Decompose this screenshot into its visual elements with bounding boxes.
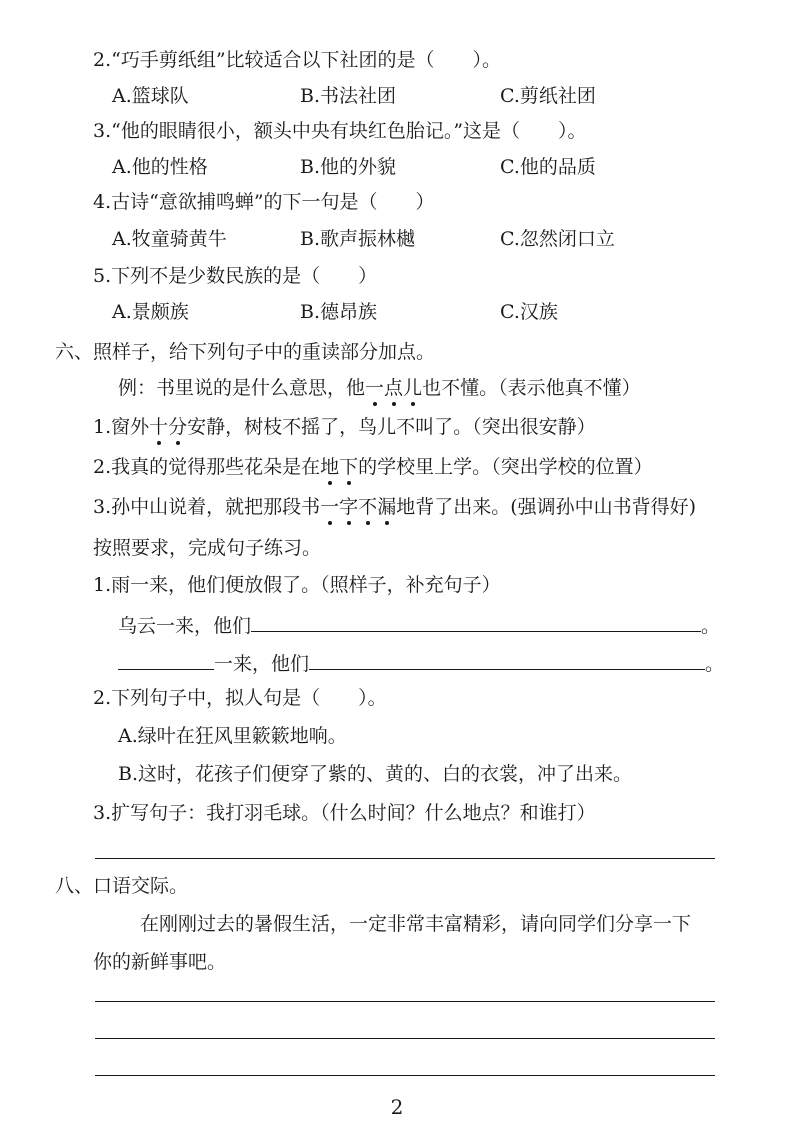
s7-q1-line-1-text: 乌云一来，他们 <box>118 615 252 637</box>
s7-q2-option-a: A.绿叶在狂风里簌簌地响。 <box>118 725 347 747</box>
s7-q2-option-b: B.这时，花孩子们便穿了紫的、黄的、白的衣裳，冲了出来。 <box>118 763 633 785</box>
emphasis-dot-char: 地 <box>320 456 340 478</box>
q2-option-a: A.篮球队 <box>112 85 189 107</box>
q3-option-c: C.他的品质 <box>500 156 596 178</box>
s6-item-1-pre: 1.窗外 <box>93 416 150 438</box>
section-8-title: 八、口语交际。 <box>55 875 189 897</box>
s8-answer-line-1[interactable] <box>95 1001 715 1002</box>
q4-stem: 4.古诗“意欲捕鸣蝉”的下一句是（ ） <box>93 191 435 213</box>
s6-example-dotted <box>365 377 422 399</box>
emphasis-dot-char: 下 <box>339 456 359 478</box>
q3-stem: 3.“他的眼睛很小，额头中央有块红色胎记。”这是（ ）。 <box>93 120 587 142</box>
s7-q2-stem: 2.下列句子中，拟人句是（ ）。 <box>93 687 387 709</box>
s7-q1-blank-2a[interactable] <box>118 649 214 670</box>
q5-option-a: A.景颇族 <box>112 301 189 323</box>
q5-option-b: B.德昂族 <box>300 301 378 323</box>
emphasis-dot-char: 漏 <box>377 496 397 518</box>
s6-example-post: 也不懂。（表示他真不懂） <box>422 377 641 399</box>
s6-item-2-post: 的学校里上学。（突出学校的位置） <box>358 456 653 478</box>
q2-stem: 2.“巧手剪纸组”比较适合以下社团的是（ ）。 <box>93 49 502 71</box>
s8-answer-line-2[interactable] <box>95 1038 715 1039</box>
s7-q3-stem: 3.扩写句子：我打羽毛球。（什么时间？什么地点？和谁打） <box>93 802 596 824</box>
s7-q1-line-2-text: 一来，他们 <box>214 653 310 675</box>
s8-answer-line-3[interactable] <box>95 1075 715 1076</box>
s6-item-1-dotted <box>149 416 187 438</box>
s7-q1-line-2 <box>118 649 724 678</box>
emphasis-dot-char: 分 <box>168 416 188 438</box>
q4-option-b: B.歌声振林樾 <box>300 228 416 250</box>
s6-item-1-post: 安静，树枝不摇了，鸟儿不叫了。（突出很安静） <box>187 416 596 438</box>
q3-option-b: B.他的外貌 <box>300 156 397 178</box>
q5-stem: 5.下列不是少数民族的是（ ） <box>93 265 378 287</box>
emphasis-dot-char: 字 <box>339 496 359 518</box>
s6-example <box>118 374 641 402</box>
s6-item-3 <box>93 493 696 521</box>
emphasis-dot-char: 一 <box>320 496 340 518</box>
emphasis-dot-char: 十 <box>149 416 169 438</box>
page-number: 2 <box>390 1095 404 1119</box>
s6-item-2-dotted <box>320 456 358 478</box>
q4-option-a: A.牧童骑黄牛 <box>112 228 227 250</box>
s6-example-pre: 例：书里说的是什么意思，他 <box>118 377 366 399</box>
q2-option-b: B.书法社团 <box>300 85 397 107</box>
s6-item-2-pre: 2.我真的觉得那些花朵是在 <box>93 456 321 478</box>
q3-option-a: A.他的性格 <box>112 156 208 178</box>
s6-item-2 <box>93 453 653 481</box>
s6-item-1 <box>93 413 596 441</box>
s6-item-3-pre: 3.孙中山说着，就把那段书 <box>93 496 321 518</box>
emphasis-dot-char: 儿 <box>403 377 423 399</box>
s7-q1-blank-1[interactable] <box>251 611 701 632</box>
q5-option-c: C.汉族 <box>500 301 558 323</box>
s8-prompt-line-2: 你的新鲜事吧。 <box>93 951 227 973</box>
emphasis-dot-char: 点 <box>384 377 404 399</box>
q2-option-c: C.剪纸社团 <box>500 85 596 107</box>
s7-q3-answer-line[interactable] <box>95 858 715 859</box>
s7-q1-line-1-end: 。 <box>701 615 721 637</box>
s7-q1-line-1 <box>118 611 720 640</box>
s7-q1-blank-2b[interactable] <box>309 649 705 670</box>
q4-option-c: C.忽然闭口立 <box>500 228 615 250</box>
section-7-title: 按照要求，完成句子练习。 <box>93 537 322 559</box>
section-6-title: 六、照样子，给下列句子中的重读部分加点。 <box>55 341 436 363</box>
s6-item-3-post: 地背了出来。(强调孙中山书背得好) <box>396 496 697 518</box>
s7-q1-stem: 1.雨一来，他们便放假了。（照样子，补充句子） <box>93 574 501 596</box>
s8-prompt-line-1: 在刚刚过去的暑假生活，一定非常丰富精彩，请向同学们分享一下 <box>140 913 692 935</box>
s6-item-3-dotted <box>320 496 396 518</box>
s7-q1-line-2-end: 。 <box>705 653 725 675</box>
emphasis-dot-char: 一 <box>365 377 385 399</box>
emphasis-dot-char: 不 <box>358 496 378 518</box>
